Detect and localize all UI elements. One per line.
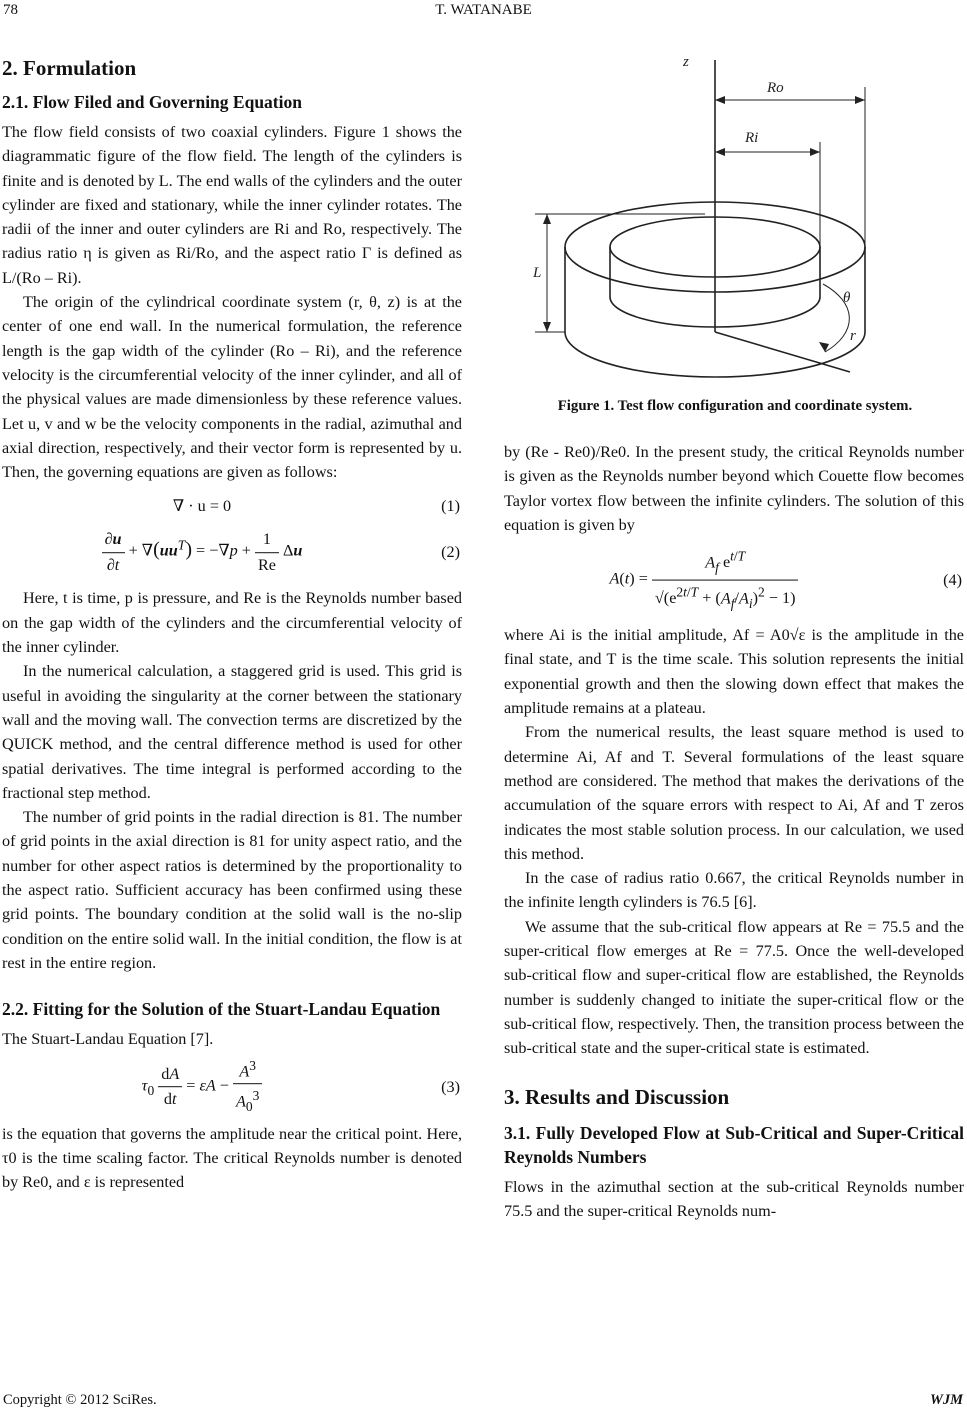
equation-1: [2, 488, 462, 524]
equation-1-body: ∇ · u = 0: [172, 497, 232, 516]
coaxial-cylinders-diagram: [505, 52, 965, 402]
paragraph-flow-field: The flow field consists of two coaxial cylinders. Figure 1 shows the diagrammatic figure of the flow field. The length of the cylinders is finite and is denoted by L. The end walls of the cylinders and the outer cylinder are fixed and stationary, while the inner cylinder rotates. The radii of the inner and outer cylinders are Ri and Ro, respectively. The radius ratio η is given as Ri/Ro, and the aspect ratio Γ is defined as L/(Ro – Ri).: [2, 123, 462, 287]
paragraph-stuart-landau-intro: The Stuart-Landau Equation [7].: [2, 1030, 214, 1049]
paragraph-assumption: We assume that the sub-critical flow appears at Re = 75.5 and the super-critical flow emerges at Re = 77.5. Once the well-developed sub-critical flow and super-critical flow are established, the Reynolds number is suddenly changed to initiate the super-critical flow or the sub-critical flow, respectively. Then, the transition process between the sub-critical state and the super-critical state is estimated.: [504, 917, 964, 1058]
subsection-3-1-title: 3.1. Fully Developed Flow at Sub-Critical and Super-Critical Reynolds Numbers: [504, 1122, 964, 1167]
equation-4-number: (4): [943, 571, 962, 590]
journal-abbrev: WJM: [929, 1392, 963, 1408]
subsection-2-1-title: 2.1. Flow Filed and Governing Equation: [2, 92, 302, 112]
running-title: T. WATANABE: [435, 2, 532, 18]
section-2-title: 2. Formulation: [2, 56, 137, 80]
paragraph-azimuthal-section: Flows in the azimuthal section at the sub-critical Reynolds number 75.5 and the super-critical Reynolds num-: [504, 1177, 964, 1220]
ro-label: Ro: [767, 80, 784, 96]
paragraph-least-square: From the numerical results, the least square method is used to determine Ai, Af and T. Several formulations of the least square method are considered. The method that makes the derivations of the accumulation of the square errors with respect to Ai, Af and T zeros indicates the most stable solution process. In our calculation, we used this method.: [504, 723, 964, 863]
paragraph-radius-ratio: In the case of radius ratio 0.667, the critical Reynolds number in the infinite length cylinders is 76.5 [6].: [504, 869, 964, 912]
paragraph-critical-reynolds: by (Re - Re0)/Re0. In the present study, the critical Reynolds number is given as the Reynolds number beyond which Couette flow becomes Taylor vortex flow between the infinite cylinders. The solution of this equation is given by: [504, 443, 964, 534]
equation-4: A(t) = $\frac{A_f e^{t/T}}{√(e^{2t/T} + (A_f/A_i)^2 - 1)}$ (4): [504, 537, 964, 623]
paragraph-staggered-grid: In the numerical calculation, a staggered grid is used. This grid is useful in avoiding the singularity at the corner between the stationary wall and the moving wall. The convection terms are discretized by the QUICK method, and the central difference method is used for other spatial derivatives. The time integral is performed according to the fractional step method.: [2, 662, 462, 802]
equation-1-number: (1): [441, 497, 460, 516]
copyright: Copyright © 2012 SciRes.: [3, 1392, 157, 1408]
section-3-title: 3. Results and Discussion: [504, 1084, 730, 1109]
r-axis-label: r: [850, 328, 856, 344]
figure-1-diagram: [505, 52, 965, 402]
equation-3-number: (3): [441, 1077, 460, 1096]
equation-3: $\tau_0$ $\frac{dA}{dt}$ = εA − $\frac{A^3}{A_0^3}$ (3): [2, 1052, 462, 1122]
subsection-2-2-title: 2.2. Fitting for the Solution of the Stuart-Landau Equation: [2, 999, 441, 1020]
ri-label: Ri: [745, 130, 759, 146]
equation-2: $\frac{\partial u}{\partial t}$ + $\nabla(uu^T) = -\nabla p$ + $\frac{1}{Re}$ Δu (2): [2, 524, 462, 580]
right-column: [504, 440, 964, 1223]
left-column: [2, 52, 462, 1194]
paragraph-amplitude: where Ai is the initial amplitude, Af = A0√ε is the amplitude in the final state, and T is the time scale. This solution represents the initial exponential growth and then the slowing down effect that makes the amplitude remains at a plateau.: [504, 626, 964, 718]
z-axis-label: z: [683, 54, 689, 70]
paragraph-variables: Here, t is time, p is pressure, and Re is the Reynolds number based on the gap width of the cylinders and the circumferential velocity of the inner cylinder.: [2, 589, 462, 657]
theta-label: θ: [843, 290, 851, 306]
page-number: 78: [3, 2, 18, 18]
paragraph-coordinate-system: The origin of the cylindrical coordinate system (r, θ, z) is at the center of one end wall. In the numerical formulation, the reference length is the gap width of the cylinder (Ro – Ri), and the reference velocity is the circumferential velocity of the inner cylinder, and all of the physical values are made dimensionless by these reference values. Let u, v and w be the velocity components in the radial, azimuthal and axial direction, respectively, and their vector form is represented by u. Then, the governing equations are given as follows:: [2, 293, 462, 482]
equation-2-number: (2): [441, 543, 460, 562]
length-label: L: [533, 265, 542, 281]
figure-1-caption: Figure 1. Test flow configuration and coordinate system.: [557, 398, 913, 414]
paragraph-grid-points: The number of grid points in the radial direction is 81. The number of grid points in the axial direction is 81 for unity aspect ratio, and the number for other aspect ratios is determined by the proportionality to the aspect ratio. Sufficient accuracy has been confirmed using these grid points. The boundary condition at the solid wall is the no-slip condition on the entire solid wall. In the initial condition, the flow is at rest in the entire region.: [2, 808, 462, 972]
paragraph-stuart-landau-description: is the equation that governs the amplitude near the critical point. Here, τ0 is the time scaling factor. The critical Reynolds number is denoted by Re0, and ε is represented: [2, 1124, 462, 1192]
